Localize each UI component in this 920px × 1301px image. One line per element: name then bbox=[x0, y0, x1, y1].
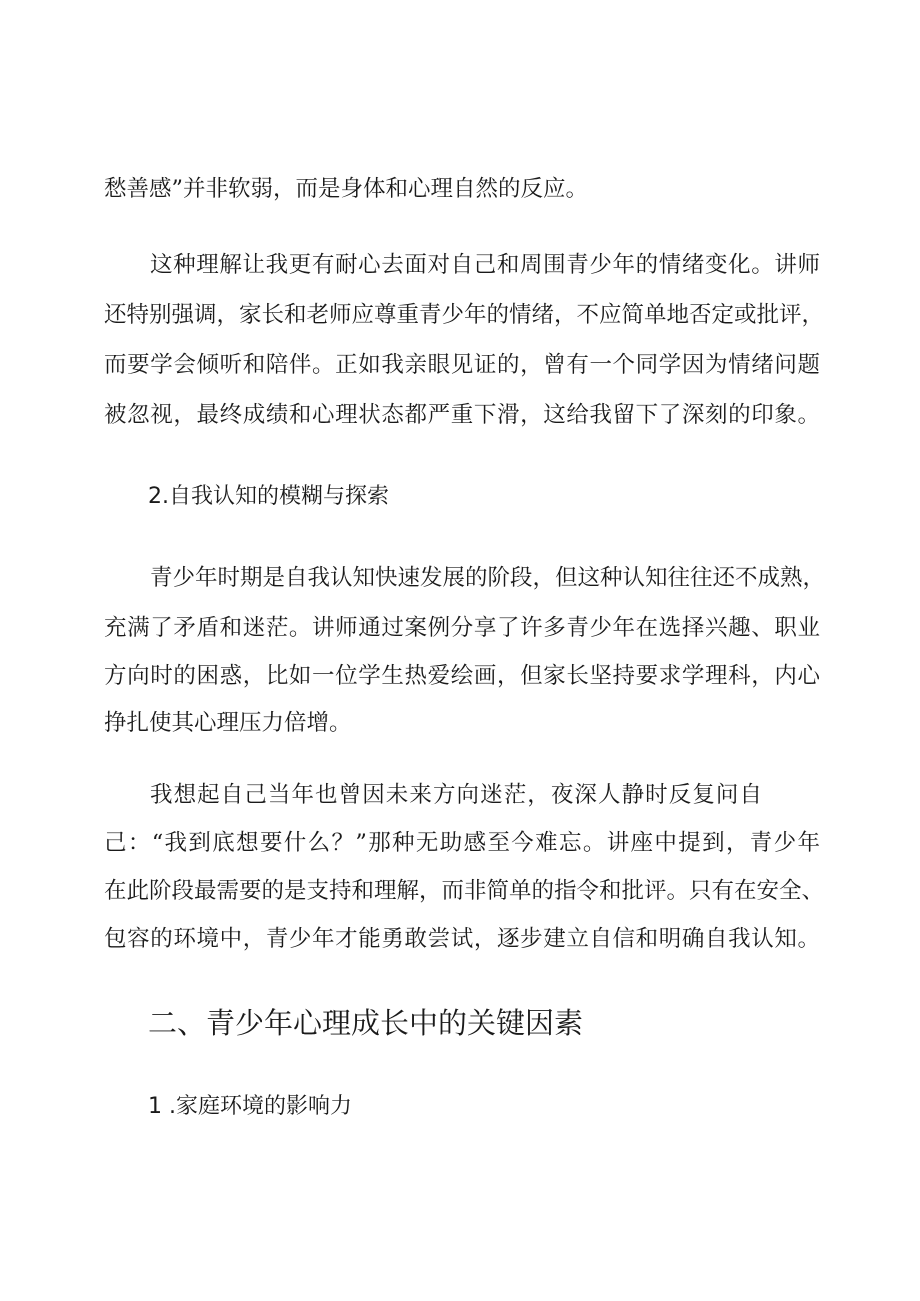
paragraph-line: 挣扎使其心理压力倍增。 bbox=[104, 710, 352, 736]
paragraph-line: 充满了矛盾和迷茫。讲师通过案例分享了许多青少年在选择兴趣、职业 bbox=[104, 615, 820, 641]
section-heading: 二、青少年心理成长中的关键因素 bbox=[148, 1006, 584, 1040]
paragraph-line: 青少年时期是自我认知快速发展的阶段，但这种认知往往还不成熟， bbox=[150, 565, 826, 591]
subsection-heading: 2.自我认知的模糊与探索 bbox=[148, 484, 389, 509]
paragraph-line: 方向时的困惑，比如一位学生热爱绘画，但家长坚持要求学理科，内心 bbox=[104, 663, 820, 689]
paragraph-line: 而要学会倾听和陪伴。正如我亲眼见证的，曾有一个同学因为情绪问题 bbox=[104, 352, 820, 378]
paragraph-line: 还特别强调，家长和老师应尊重青少年的情绪，不应简单地否定或批评， bbox=[104, 302, 825, 328]
paragraph-line: 包容的环境中，青少年才能勇敢尝试，逐步建立自信和明确自我认知。 bbox=[104, 926, 820, 952]
paragraph-line: 被忽视，最终成绩和心理状态都严重下滑，这给我留下了深刻的印象。 bbox=[104, 402, 820, 428]
subsection-heading: 1 .家庭环境的影响力 bbox=[148, 1094, 352, 1119]
paragraph-line: 愁善感”并非软弱，而是身体和心理自然的反应。 bbox=[104, 176, 589, 202]
paragraph-line: 在此阶段最需要的是支持和理解，而非简单的指令和批评。只有在安全、 bbox=[104, 878, 825, 904]
paragraph-line: 这种理解让我更有耐心去面对自己和周围青少年的情绪变化。讲师 bbox=[150, 252, 820, 278]
paragraph-line: 我想起自己当年也曾因未来方向迷茫，夜深人静时反复问自 bbox=[150, 782, 762, 808]
paragraph-line: 己：“我到底想要什么？”那种无助感至今难忘。讲座中提到，青少年 bbox=[104, 830, 820, 856]
